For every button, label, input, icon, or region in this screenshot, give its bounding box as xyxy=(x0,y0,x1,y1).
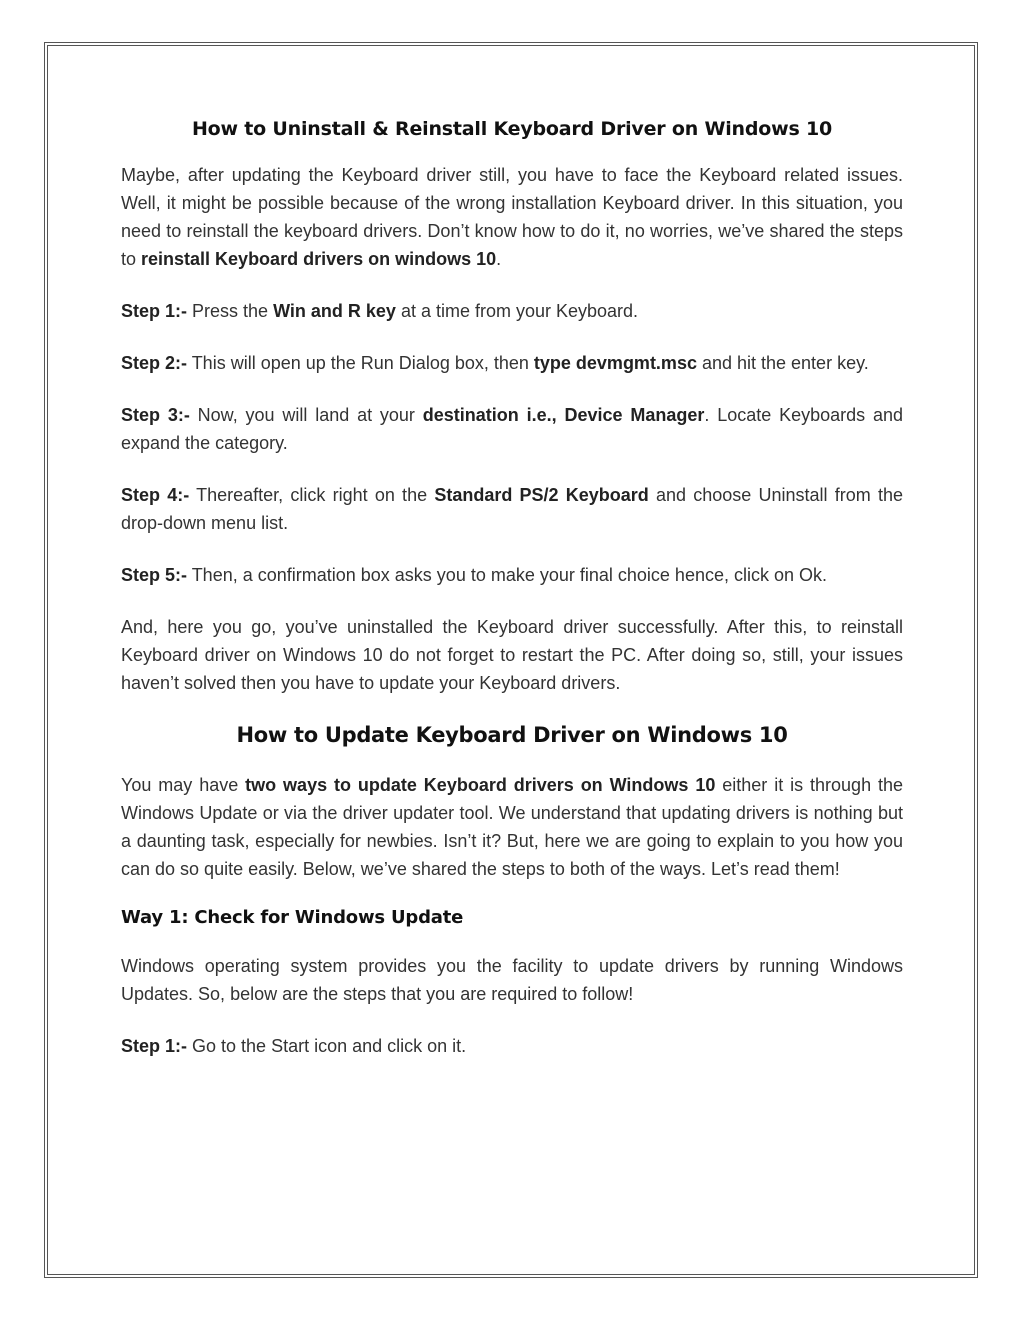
step-4-post: and choose Uninstall from the drop-down menu list. xyxy=(121,485,904,533)
update-intro-post: either it is through the Windows Update or via the driver updater tool. We understand that updating drivers is nothing but a daunting task, especially for newbies. Isn’t it? But, here we are going to explain to you how you can do so quite easily. Below, we’ve shared the steps to both of the ways. Let’s read them! xyxy=(121,775,904,879)
intro-text: Maybe, after updating the Keyboard driver still, you have to face the Keyboard related issues. Well, it might be possible because of the wrong installation Keyboard driver. In this situation, you need to reinstall the keyboard drivers. Don’t know how to do it, no worries, we’ve shared the steps to xyxy=(121,165,903,269)
step-1-paragraph xyxy=(121,297,903,325)
step-3-paragraph xyxy=(121,401,903,457)
intro-bold: reinstall Keyboard drivers on windows 10 xyxy=(141,249,497,269)
title-uninstall-reinstall: How to Uninstall & Reinstall Keyboard Driver on Windows 10 xyxy=(191,118,833,140)
step-1-post: at a time from your Keyboard. xyxy=(395,301,639,321)
step-2-post: and hit the enter key. xyxy=(696,353,869,373)
step-2-bold: type devmgmt.msc xyxy=(533,353,697,373)
step-4-paragraph xyxy=(121,481,903,537)
outro-paragraph: And, here you go, you’ve uninstalled the Keyboard driver successfully. After this, to reinstall Keyboard driver on Windows 10 do not forget to restart the PC. After doing so, still, your issues haven’t solved then you have to update your Keyboard drivers. xyxy=(121,617,903,693)
way-1-heading: Way 1: Check for Windows Update xyxy=(121,907,464,928)
step-5-pre: Then, a confirmation box asks you to make your final choice hence, click on Ok. xyxy=(187,565,827,585)
step-3-pre: Now, you will land at your xyxy=(189,405,423,425)
step-4-label: Step 4:- xyxy=(121,485,190,505)
update-intro-bold: two ways to update Keyboard drivers on Windows 10 xyxy=(245,775,716,795)
step-5-paragraph xyxy=(121,561,903,589)
step-1-bold: Win and R key xyxy=(273,301,396,321)
way-1-step-1-paragraph xyxy=(121,1032,903,1060)
step-2-pre: This will open up the Run Dialog box, then xyxy=(187,353,534,373)
way-1-paragraph: Windows operating system provides you the facility to update drivers by running Windows Updates. So, below are the steps that you are required to follow! xyxy=(121,956,903,1004)
step-1-pre: Press the xyxy=(187,301,274,321)
step-1-label: Step 1:- xyxy=(121,301,188,321)
intro-paragraph xyxy=(121,161,903,273)
update-intro-paragraph xyxy=(121,771,903,883)
way-1-step-1-label: Step 1:- xyxy=(121,1036,188,1056)
intro-end: . xyxy=(496,249,502,269)
update-intro-pre: You may have xyxy=(121,775,246,795)
title-update-driver: How to Update Keyboard Driver on Windows 10 xyxy=(236,723,788,747)
document-content xyxy=(121,118,903,1084)
step-3-bold: destination i.e., Device Manager xyxy=(422,405,705,425)
step-4-bold: Standard PS/2 Keyboard xyxy=(434,485,649,505)
step-5-label: Step 5:- xyxy=(121,565,188,585)
step-3-post: . Locate Keyboards and expand the category. xyxy=(121,405,903,453)
way-1-step-1-text: Go to the Start icon and click on it. xyxy=(187,1036,467,1056)
step-4-pre: Thereafter, click right on the xyxy=(189,485,435,505)
step-2-paragraph xyxy=(121,349,903,377)
step-3-label: Step 3:- xyxy=(121,405,190,425)
step-2-label: Step 2:- xyxy=(121,353,188,373)
